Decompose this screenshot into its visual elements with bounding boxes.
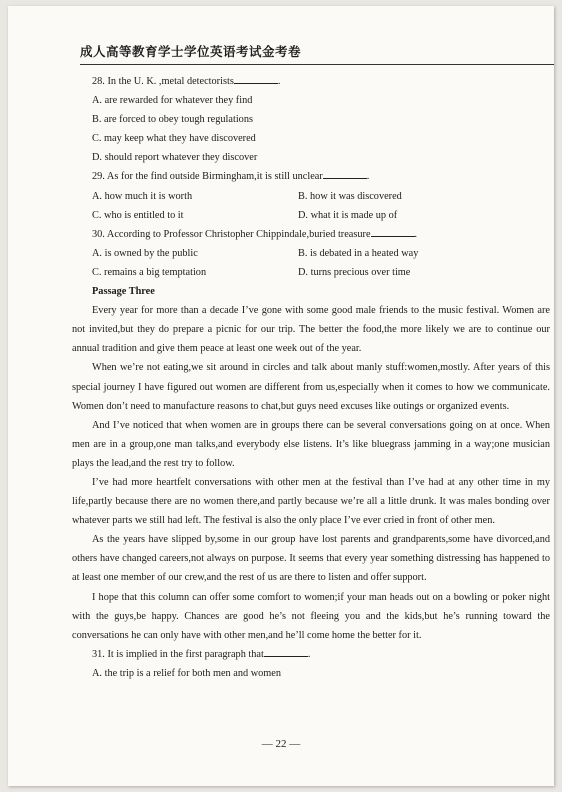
page-sheet [8,6,554,786]
answer-blank [234,73,278,84]
page-number: — 22 — [261,738,301,750]
passage-paragraph-2: When we’re not eating,we sit around in circles and talk about manly stuff:women,mostly. After years of this special journey I have figured out women are different from us,especially when it comes to how we communicate. Women don’t need to manufacture reasons to chat,but guys need excuses like outings or organized events. [72,362,550,412]
answer-blank [264,646,308,657]
passage-paragraph-1: Every year for more than a decade I’ve gone with some good male friends to the music festival. Women are not invited,but they do prepare a picnic for our trip. The better the food,the more likely we are to continue our annual tradition and give them peace at least one week out of the year. [72,305,550,355]
question-29-option-a: A. how much it is worth [92,190,193,202]
question-28-stem: 28. In the U. K. ,metal detectorists . [72,72,550,91]
page-content [72,72,550,683]
question-30-option-b: B. is debated in a heated way [298,247,419,259]
question-28-option-c: C. may keep what they have discovered [92,133,256,145]
question-30-options-row-2 [72,263,550,282]
answer-blank [323,168,367,179]
exam-title: 成人高等教育学士学位英语考试金考卷 [80,44,302,59]
passage-paragraph-3: And I’ve noticed that when women are in groups there can be several conversations going on at once. When men are in a group,one man talks,and everybody else listens. It’s like bluegrass jamming in a way;one musician plays the lead,and the rest try to follow. [72,419,550,469]
question-30-options-row-1 [72,244,550,263]
question-30-option-c: C. remains a big temptation [92,266,207,278]
question-29-stem: 29. As for the find outside Birmingham,it is still unclear . [72,167,550,186]
question-28-option-b: B. are forced to obey tough regulations [92,114,253,126]
question-28-option-a: A. are rewarded for whatever they find [92,95,253,107]
question-29-options-row-1 [72,187,550,206]
question-30-option-a: A. is owned by the public [92,247,198,259]
question-29-option-b: B. how it was discovered [298,190,402,202]
question-31-stem: 31. It is implied in the first paragraph that . [72,645,550,664]
passage-paragraph-4: I’ve had more heartfelt conversations with other men at the festival than I’ve had at any other time in my life,partly because there are no women there,and partly because we’re all a little drunk. It was males bonding over whatever parts we still had left. The festival is also the only place I’ve ever cried in front of other men. [72,476,550,527]
passage-title: Passage Three [92,286,155,298]
answer-blank [371,226,415,237]
question-30-option-d: D. turns precious over time [298,266,411,278]
question-28-option-d: D. should report whatever they discover [92,152,258,164]
page-header [80,42,554,65]
question-31-option-a: A. the trip is a relief for both men and women [92,667,282,679]
question-29-options-row-2 [72,206,550,225]
passage-paragraph-5: As the years have slipped by,some in our group have lost parents and grandparents,some have divorced,and others have changed careers,not always on purpose. It seems that every year something distressing has happened to at least one member of our crew,and the rest of us are there to listen and offer support. [72,534,550,584]
question-29-option-d: D. what it is made up of [298,209,398,221]
question-29-option-c: C. who is entitled to it [92,209,184,221]
question-30-stem: 30. According to Professor Christopher Chippindale,buried treasure . [72,225,550,244]
passage-paragraph-6: I hope that this column can offer some comfort to women;if your man heads out on a bowling or poker night with the guys,be happy. Chances are good he’s not fleeing you and the kids,but he’s running toward the conversations he can only have with other men,and he’ll come home the better for it. [72,591,550,641]
